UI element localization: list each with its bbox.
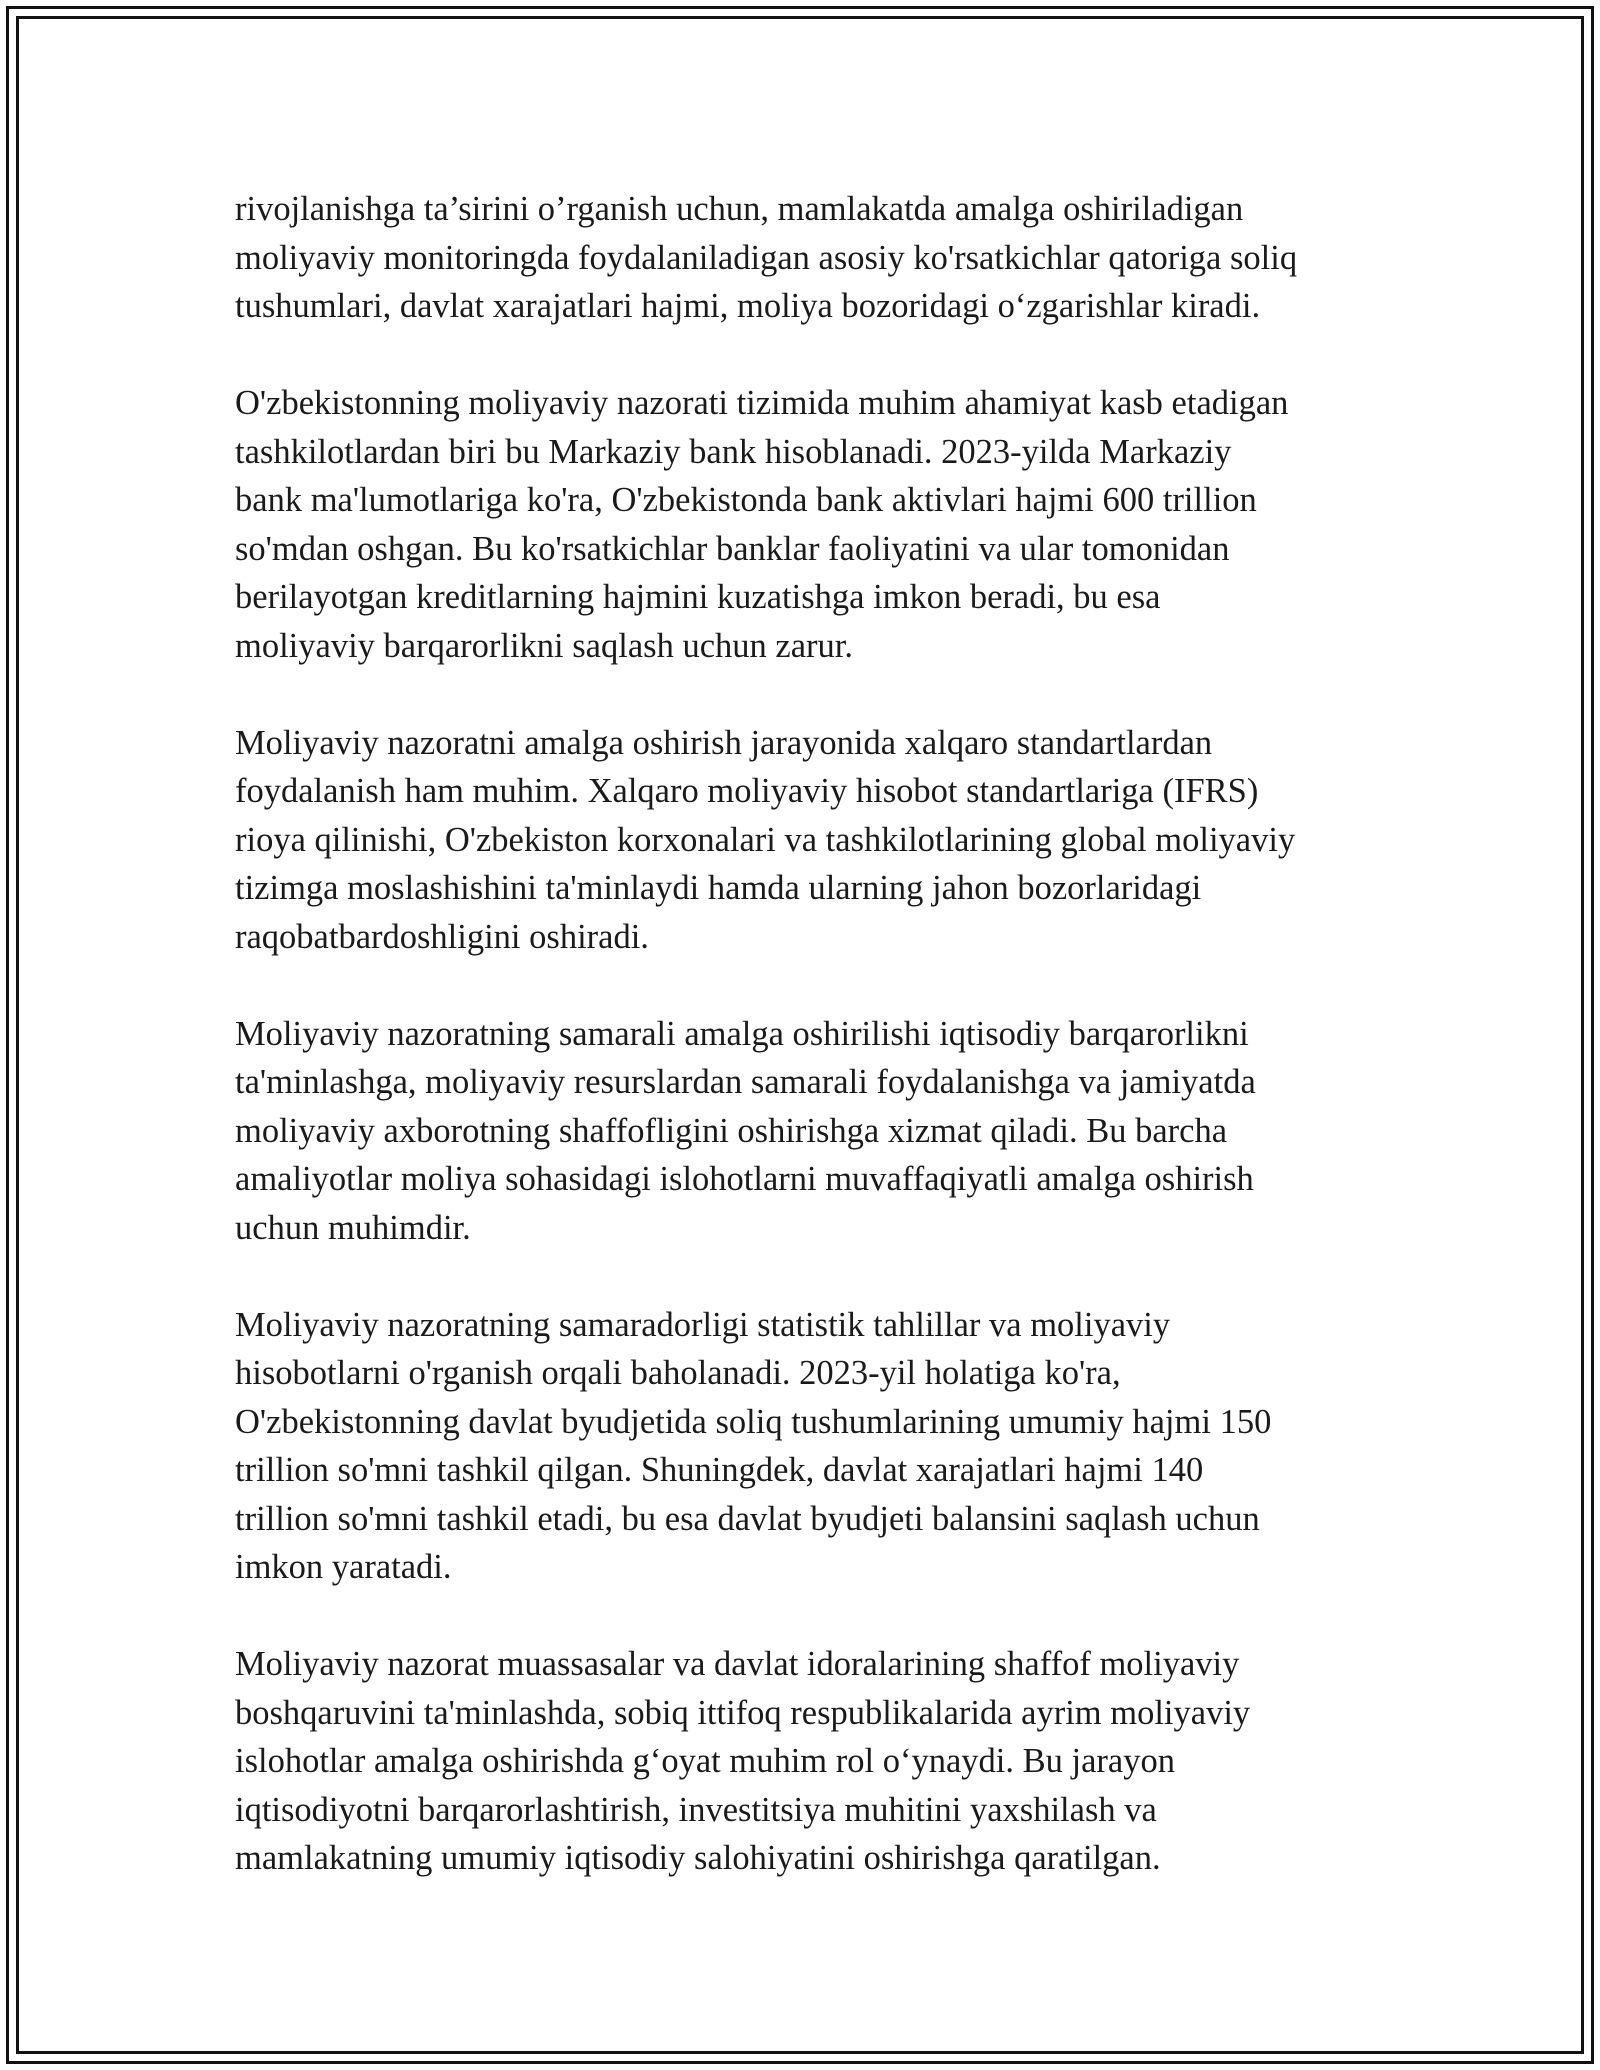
text-line: rioya qilinishi, O'zbekiston korxonalari va tashkilotlarining global moliyaviy xyxy=(235,820,1296,859)
paragraph-1 xyxy=(235,185,1385,331)
paragraph-2 xyxy=(235,379,1385,670)
text-line: tashkilotlardan biri bu Markaziy bank hisoblanadi. 2023-yilda Markaziy xyxy=(235,432,1232,471)
text-line: tushumlari, davlat xarajatlari hajmi, moliya bozoridagi o‘zgarishlar kiradi. xyxy=(235,287,1261,325)
text-line: foydalanish ham muhim. Xalqaro moliyaviy hisobot standartlariga (IFRS) xyxy=(235,772,1259,810)
text-line: bank ma'lumotlariga ko'ra, O'zbekistonda bank aktivlari hajmi 600 trillion xyxy=(235,481,1257,519)
text-line: Moliyaviy nazoratni amalga oshirish jarayonida xalqaro standartlardan xyxy=(235,723,1213,762)
text-line: tizimga moslashishini ta'minlaydi hamda ularning jahon bozorlaridagi xyxy=(235,869,1202,907)
text-line: so'mdan oshgan. Bu ko'rsatkichlar banklar faoliyatini va ular tomonidan xyxy=(235,529,1230,568)
text-line: Moliyaviy nazorat muassasalar va davlat idoralarining shaffof moliyaviy xyxy=(235,1645,1240,1683)
text-line: uchun muhimdir. xyxy=(235,1208,471,1247)
text-line: trillion so'mni tashkil etadi, bu esa davlat byudjeti balansini saqlash uchun xyxy=(235,1499,1260,1538)
text-line: moliyaviy axborotning shaffofligini oshirishga xizmat qiladi. Bu barcha xyxy=(235,1111,1228,1150)
text-line: imkon yaratadi. xyxy=(235,1548,452,1586)
text-line: mamlakatning umumiy iqtisodiy salohiyatini oshirishga qaratilgan. xyxy=(235,1839,1161,1877)
text-line: berilayotgan kreditlarning hajmini kuzatishga imkon beradi, bu esa xyxy=(235,578,1161,616)
text-line: Moliyaviy nazoratning samarali amalga oshirilishi iqtisodiy barqarorlikni xyxy=(235,1014,1249,1053)
text-line: amaliyotlar moliya sohasidagi islohotlarni muvaffaqiyatli amalga oshirish xyxy=(235,1160,1254,1198)
text-line: islohotlar amalga oshirishda g‘oyat muhim rol o‘ynaydi. Bu jarayon xyxy=(235,1742,1175,1780)
paragraph-3 xyxy=(235,719,1385,962)
text-line: O'zbekistonning davlat byudjetida soliq tushumlarining umumiy hajmi 150 xyxy=(235,1402,1272,1441)
text-line: ta'minlashga, moliyaviy resurslardan samarali foydalanishga va jamiyatda xyxy=(235,1063,1256,1101)
document-body xyxy=(235,185,1385,1883)
text-line: raqobatbardoshligini oshiradi. xyxy=(235,917,649,956)
text-line: Moliyaviy nazoratning samaradorligi statistik tahlillar va moliyaviy xyxy=(235,1305,1171,1344)
paragraph-4 xyxy=(235,1010,1385,1253)
text-line: rivojlanishga ta’sirini o’rganish uchun, mamlakatda amalga oshiriladigan xyxy=(235,190,1244,228)
text-line: moliyaviy barqarorlikni saqlash uchun zarur. xyxy=(235,626,853,665)
text-line: trillion so'mni tashkil qilgan. Shuningdek, davlat xarajatlari hajmi 140 xyxy=(235,1451,1204,1489)
text-line: boshqaruvini ta'minlashda, sobiq ittifoq respublikalarida ayrim moliyaviy xyxy=(235,1693,1251,1732)
text-line: hisobotlarni o'rganish orqali baholanadi. 2023-yil holatiga ko'ra, xyxy=(235,1354,1121,1392)
paragraph-6 xyxy=(235,1640,1385,1883)
text-line: O'zbekistonning moliyaviy nazorati tizimida muhim ahamiyat kasb etadigan xyxy=(235,384,1289,422)
text-line: iqtisodiyotni barqarorlashtirish, investitsiya muhitini yaxshilash va xyxy=(235,1790,1157,1829)
paragraph-5 xyxy=(235,1301,1385,1592)
text-line: moliyaviy monitoringda foydalaniladigan asosiy ko'rsatkichlar qatoriga soliq xyxy=(235,238,1298,277)
